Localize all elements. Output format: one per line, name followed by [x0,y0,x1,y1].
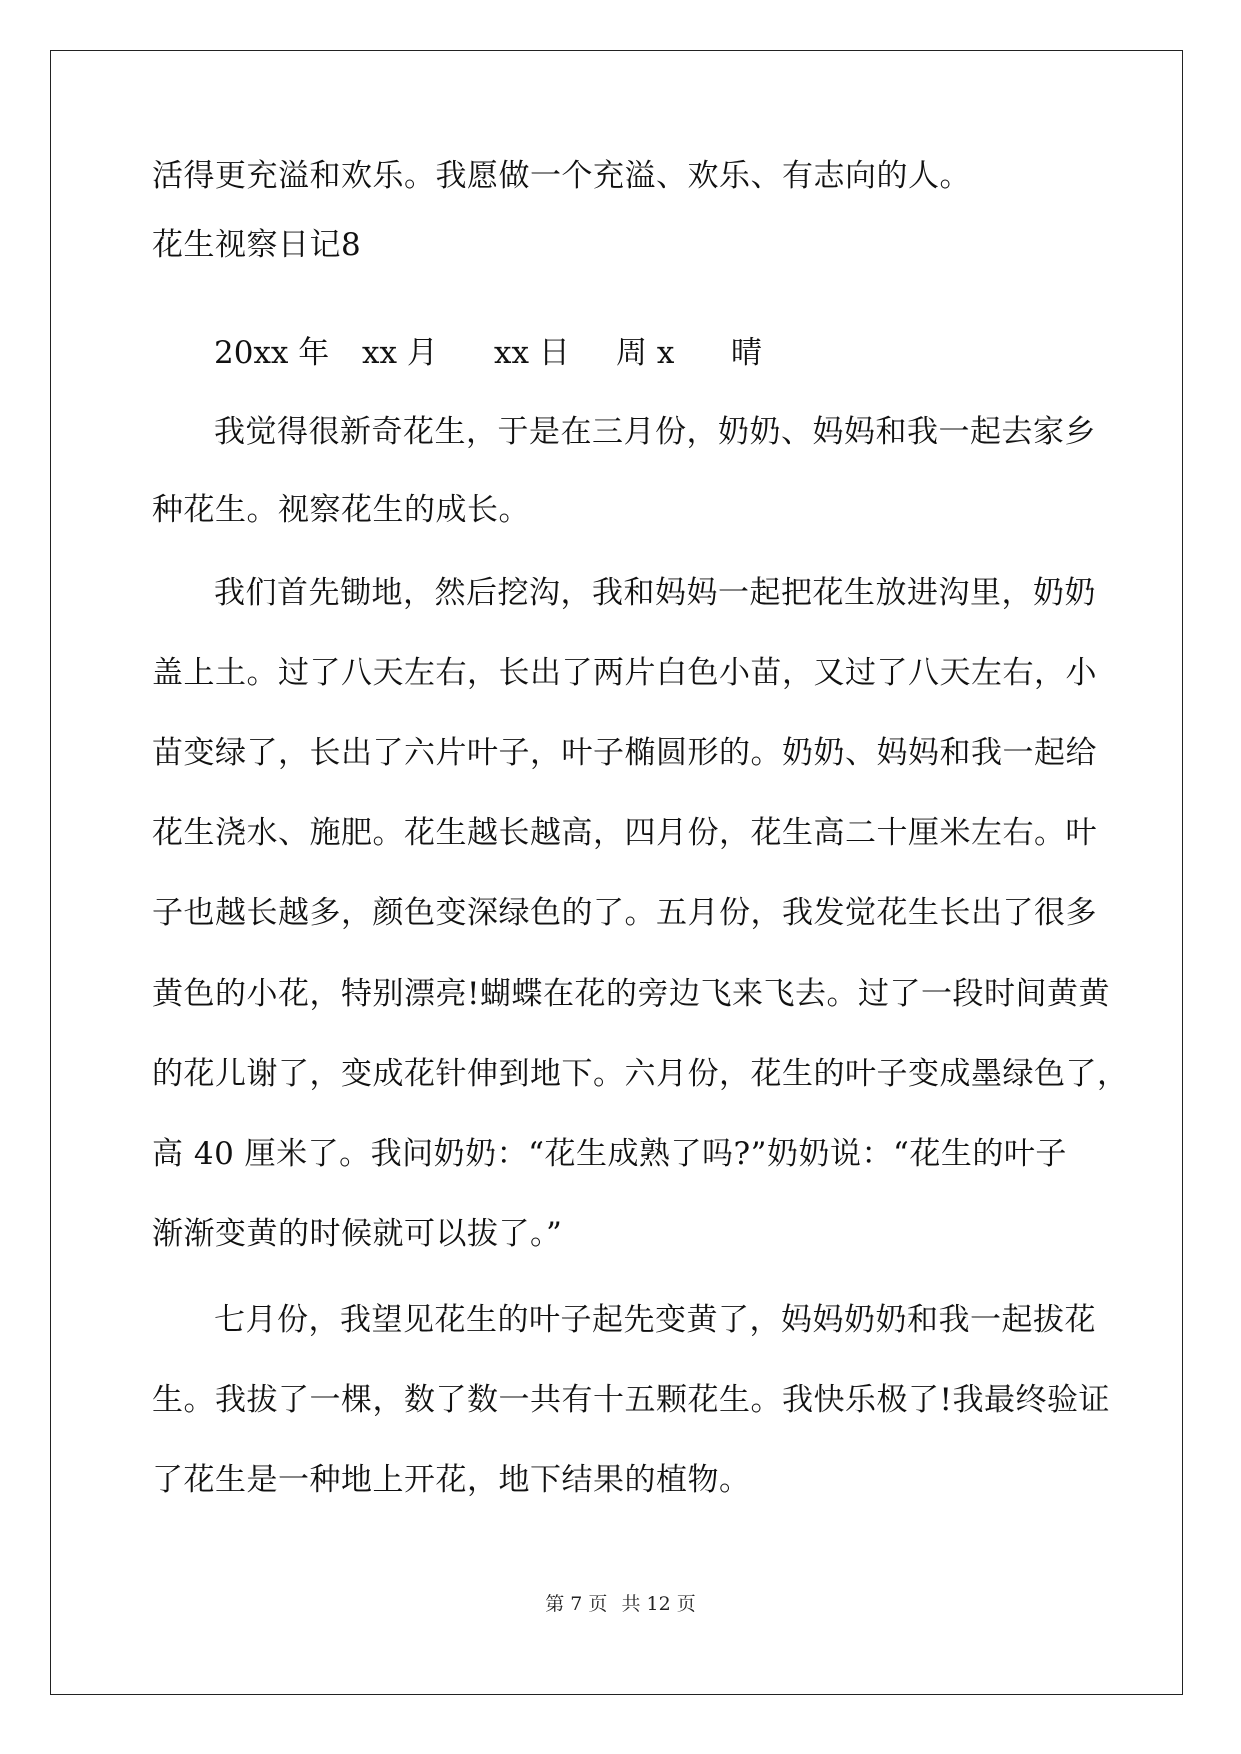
date-day: xx 日 [494,335,570,371]
paragraph-line: 苗变绿了，长出了六片叶子，叶子椭圆形的。奶奶、妈妈和我一起给 [152,735,1097,771]
paragraph-line: 高 40 厘米了。我问奶奶：“花生成熟了吗?”奶奶说：“花生的叶子 [152,1136,1067,1172]
total-pages: 共 12 页 [621,1593,696,1615]
paragraph-line: 黄色的小花，特别漂亮!蝴蝶在花的旁边飞来飞去。过了一段时间黄黄 [152,976,1110,1012]
paragraph-line: 了花生是一种地上开花，地下结果的植物。 [152,1462,751,1498]
diary-title: 花生视察日记8 [152,227,362,263]
paragraph-line: 的花儿谢了，变成花针伸到地下。六月份，花生的叶子变成墨绿色了， [152,1056,1129,1092]
paragraph-line: 生。我拔了一棵，数了数一共有十五颗花生。我快乐极了!我最终验证 [152,1382,1110,1418]
paragraph-line: 盖上土。过了八天左右，长出了两片白色小苗，又过了八天左右，小 [152,655,1097,691]
text-line: 活得更充溢和欢乐。我愿做一个充溢、欢乐、有志向的人。 [152,158,971,194]
page-border [50,50,1183,1695]
paragraph-line: 子也越长越多，颜色变深绿色的了。五月份，我发觉花生长出了很多 [152,895,1097,931]
paragraph-line: 渐渐变黄的时候就可以拔了。” [152,1216,563,1252]
paragraph-line: 种花生。视察花生的成长。 [152,492,530,528]
paragraph-line: 我觉得很新奇花生，于是在三月份，奶奶、妈妈和我一起去家乡 [214,414,1096,450]
paragraph-line: 花生浇水、施肥。花生越长越高，四月份，花生高二十厘米左右。叶 [152,815,1097,851]
date-weather: 晴 [731,335,762,371]
paragraph-line: 我们首先锄地，然后挖沟，我和妈妈一起把花生放进沟里，奶奶 [214,575,1096,611]
paragraph-line: 七月份，我望见花生的叶子起先变黄了，妈妈奶奶和我一起拔花 [214,1302,1096,1338]
current-page: 第 7 页 [545,1593,608,1615]
page-footer [0,1592,1241,1616]
date-weekday: 周 x [616,335,675,371]
date-year: 20xx 年 [214,335,330,371]
date-month: xx 月 [362,335,438,371]
